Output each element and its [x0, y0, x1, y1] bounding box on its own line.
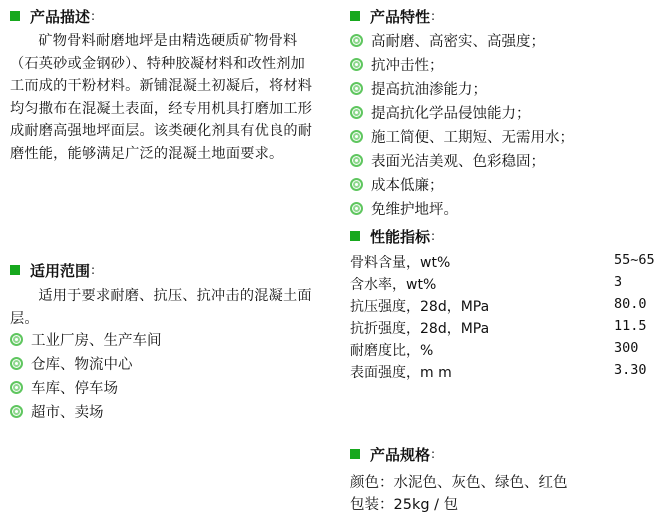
table-row — [350, 318, 655, 340]
table-row — [350, 252, 655, 274]
scope-title: 适用范围 — [30, 261, 91, 280]
specs-colon: : — [431, 447, 436, 461]
scope-colon: : — [91, 263, 96, 277]
spec-label: 抗压强度，28d，MPa — [350, 299, 490, 315]
specs-package: 包装：25kg / 包 — [350, 497, 459, 513]
specs-title: 产品规格 — [370, 445, 431, 464]
performance-heading — [350, 224, 435, 248]
specs-heading — [350, 442, 435, 466]
spec-label: 抗折强度，28d，MPa — [350, 321, 490, 337]
list-item: 免维护地坪。 — [350, 196, 655, 220]
spec-value: 300 — [614, 340, 639, 356]
list-item: 高耐磨、高密实、高强度； — [350, 28, 655, 52]
description-title: 产品描述 — [30, 7, 91, 26]
scope-heading — [10, 258, 95, 282]
scope-text: 适用于要求耐磨、抗压、抗冲击的混凝土面层。 — [10, 288, 312, 327]
circle-bullet-icon — [10, 381, 23, 394]
spec-label: 表面强度，m m — [350, 365, 452, 381]
circle-bullet-icon — [350, 154, 363, 167]
description-heading — [10, 4, 95, 28]
circle-bullet-icon — [350, 82, 363, 95]
list-item: 表面光洁美观、色彩稳固； — [350, 148, 655, 172]
spec-value: 55~65 — [614, 252, 655, 268]
green-square-icon — [10, 265, 20, 275]
list-item: 超市、卖场 — [10, 399, 316, 423]
table-row — [350, 340, 655, 362]
spec-label: 耐磨度比，% — [350, 343, 434, 359]
list-item: 成本低廉； — [350, 172, 655, 196]
spec-label: 骨料含量，wt% — [350, 255, 451, 271]
list-item: 车库、停车场 — [10, 375, 316, 399]
features-heading — [350, 4, 435, 28]
table-row — [350, 362, 655, 384]
spec-value: 80.0 — [614, 296, 647, 312]
features-title: 产品特性 — [370, 7, 431, 26]
performance-title: 性能指标 — [370, 227, 431, 246]
circle-bullet-icon — [350, 202, 363, 215]
spec-label: 含水率，wt% — [350, 277, 437, 293]
description-text: 矿物骨料耐磨地坪是由精选硬质矿物骨料（石英砂或金钢砂）、特种胶凝材料和改性剂加工而成的干粉材料。新铺混凝土初凝后，将材料均匀撒布在混凝土表面，经专用机具打磨加工形成耐磨高强地坪面层。该类硬化剂具有优良的耐磨性能，能够满足广泛的混凝土地面要求。 — [10, 33, 313, 162]
table-row — [350, 274, 655, 296]
green-square-icon — [10, 11, 20, 21]
circle-bullet-icon — [10, 357, 23, 370]
spec-value: 3 — [614, 274, 623, 290]
spec-value: 3.30 — [614, 362, 647, 378]
green-square-icon — [350, 449, 360, 459]
circle-bullet-icon — [10, 405, 23, 418]
green-square-icon — [350, 231, 360, 241]
circle-bullet-icon — [350, 130, 363, 143]
circle-bullet-icon — [350, 178, 363, 191]
list-item: 施工简便、工期短、无需用水； — [350, 124, 655, 148]
list-item: 提高抗化学品侵蚀能力； — [350, 100, 655, 124]
description-colon: : — [91, 9, 96, 23]
circle-bullet-icon — [350, 106, 363, 119]
green-square-icon — [350, 11, 360, 21]
specs-colors: 颜色：水泥色、灰色、绿色、红色 — [350, 475, 568, 491]
list-item: 仓库、物流中心 — [10, 351, 316, 375]
spec-value: 11.5 — [614, 318, 647, 334]
table-row — [350, 296, 655, 318]
features-colon: : — [431, 9, 436, 23]
circle-bullet-icon — [350, 34, 363, 47]
list-item: 提高抗油渗能力； — [350, 76, 655, 100]
list-item: 工业厂房、生产车间 — [10, 327, 316, 351]
circle-bullet-icon — [10, 333, 23, 346]
features-list — [350, 28, 655, 220]
performance-colon: : — [431, 229, 436, 243]
list-item: 抗冲击性； — [350, 52, 655, 76]
circle-bullet-icon — [350, 58, 363, 71]
scope-list — [10, 327, 316, 423]
